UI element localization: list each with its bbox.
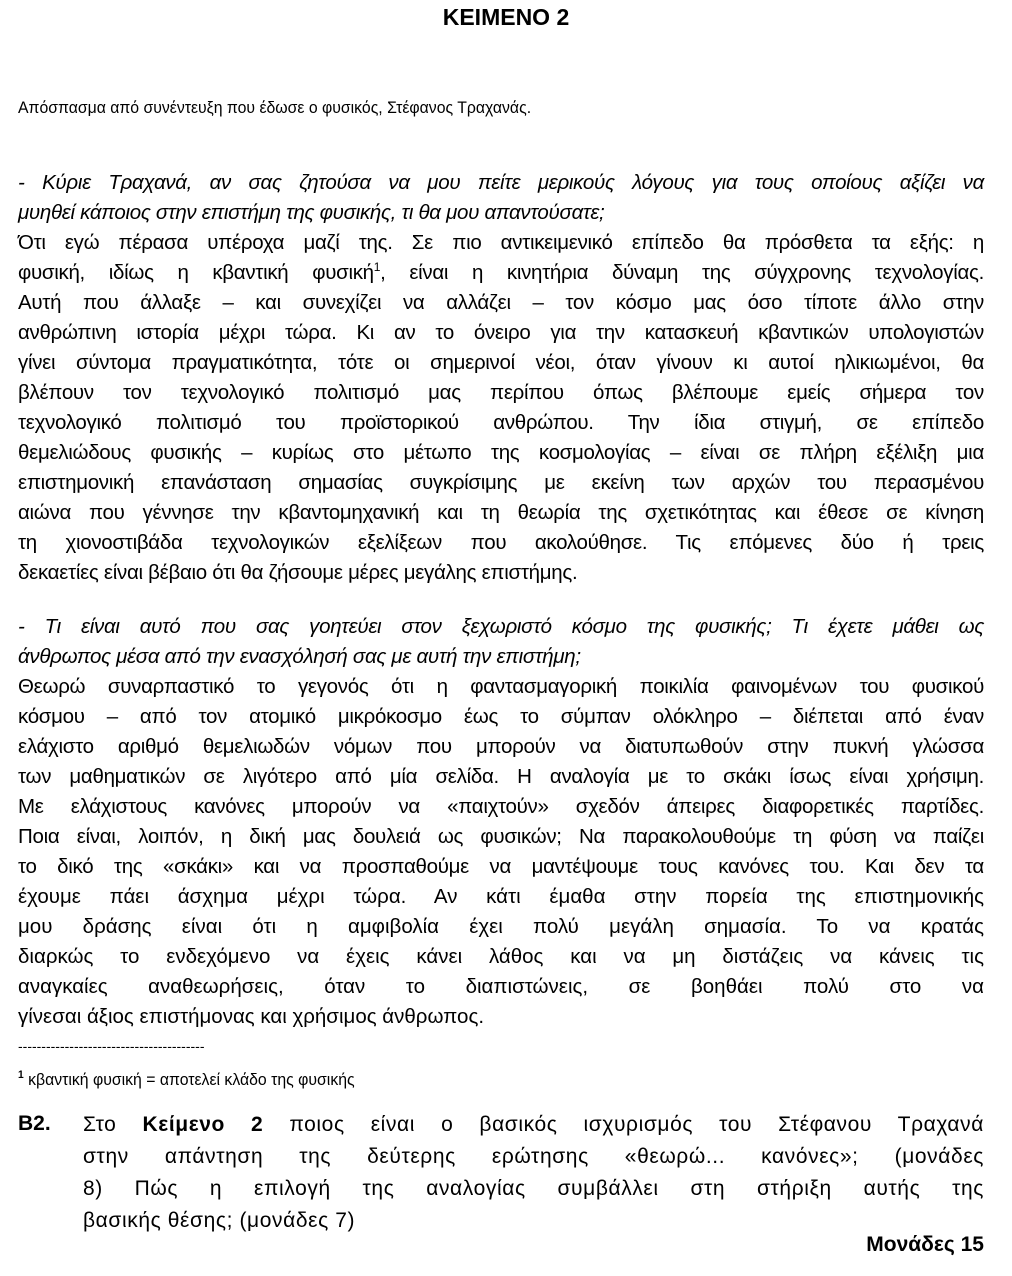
footnote-text: κβαντική φυσική = αποτελεί κλάδο της φυσικής [23, 1070, 355, 1089]
answer2-line: κόσμου – από τον ατομικό μικρόκοσμο έως το σύμπαν ολόκληρο – διέπεται από έναν [18, 705, 984, 728]
exercise-bold-text: Κείμενο 2 [142, 1113, 264, 1136]
intro-text: Απόσπασμα από συνέντευξη που έδωσε ο φυσικός, Στέφανος Τραχανάς. [18, 98, 532, 117]
answer1-text: φυσική, ιδίως η κβαντική φυσική [18, 261, 374, 284]
answer2-line: γίνεσαι άξιος επιστήμονας και χρήσιμος άνθρωπος. [18, 1005, 485, 1028]
question2-line: - Τι είναι αυτό που σας γοητεύει στον ξεχωριστό κόσμο της φυσικής; Τι έχετε μάθει ως [18, 615, 984, 638]
document-title: ΚΕΙΜΕΝΟ 2 [442, 4, 570, 30]
footnote [18, 1070, 355, 1090]
answer2-line: ελάχιστο αριθμό θεμελιωδών νόμων που μπορούν να διατυπωθούν στην πυκνή γλώσσα [18, 735, 984, 758]
answer1-line: θεμελιώδους φυσικής – κυρίως στο μέτωπο της κοσμολογίας – είναι σε πλήρη εξέλιξη μια [18, 441, 984, 464]
answer2-line: Με ελάχιστους κανόνες μπορούν να «παιχτούν» σχεδόν άπειρες διαφορετικές παρτίδες. [18, 795, 984, 818]
answer1-line: ανθρώπινη ιστορία μέχρι τώρα. Κι αν το όνειρο για την κατασκευή κβαντικών υπολογιστών [18, 321, 984, 344]
answer2-line: των μαθηματικών σε λιγότερο από μία σελίδα. Η αναλογία με το σκάκι ίσως είναι χρήσιμη. [18, 765, 984, 788]
answer1-line: αιώνα που γέννησε την κβαντομηχανική και τη θεωρία της σχετικότητας και έθεσε σε κίνηση [18, 501, 984, 524]
question1-line: μυηθεί κάποιος στην επιστήμη της φυσικής, τι θα μου απαντούσατε; [18, 201, 605, 224]
exercise-line: βασικής θέσης; (μονάδες 7) [83, 1209, 356, 1232]
answer1-line: τη χιονοστιβάδα τεχνολογικών εξελίξεων που ακολούθησε. Τις επόμενες δύο ή τρεις [18, 531, 984, 554]
answer2-line: το δικό της «σκάκι» και να προσπαθούμε να μαντέψουμε τους κανόνες του. Και δεν τα [18, 855, 984, 878]
question1-line: - Κύριε Τραχανά, αν σας ζητούσα να μου πείτε μερικούς λόγους για τους οποίους αξίζει να [18, 171, 984, 194]
answer2-line: έχουμε πάει άσχημα μέχρι τώρα. Αν κάτι έμαθα στην πορεία της επιστημονικής [18, 885, 984, 908]
exercise-line: 8) Πώς η επιλογή της αναλογίας συμβάλλει στη στήριξη αυτής της [83, 1177, 984, 1200]
footnote-ref: 1 [373, 260, 381, 274]
exercise-text: Στο [83, 1113, 143, 1136]
answer2-line: μου δράσης είναι ότι η αμφιβολία έχει πολύ μεγάλη σημασία. Το να κρατάς [18, 915, 984, 938]
answer1-line: γίνει σύντομα πραγματικότητα, τότε οι σημερινοί νέοι, όταν γίνουν κι αυτοί ηλικιωμένοι, θα [18, 351, 984, 374]
exercise-line: στην απάντηση της δεύτερης ερώτησης «θεωρώ... κανόνες»; (μονάδες [83, 1145, 984, 1168]
footnote-separator: ---------------------------------------- [18, 1038, 205, 1054]
marks-total: Μονάδες 15 [866, 1233, 984, 1256]
answer1-text: , είναι η κινητήρια δύναμη της σύγχρονης τεχνολογίας. [380, 261, 984, 284]
answer1-line: βλέπουν τον τεχνολογικό πολιτισμό μας περίπου όπως βλέπουμε εμείς σήμερα τον [18, 381, 984, 404]
exercise-text: ποιος είναι ο βασικός ισχυρισμός του Στέφανου Τραχανά [263, 1113, 985, 1136]
exercise-line [83, 1110, 984, 1140]
answer1-line: επιστημονική επανάσταση σημασίας συγκρίσιμης με εκείνη των αρχών του περασμένου [18, 471, 984, 494]
answer1-line: τεχνολογικό πολιτισμό του προϊστορικού ανθρώπου. Την ίδια στιγμή, σε επίπεδο [18, 411, 984, 434]
footnote-marker: 1 [18, 1069, 24, 1081]
question2-line: άνθρωπος μέσα από την ενασχόλησή σας με αυτή την επιστήμη; [18, 645, 581, 668]
answer2-line: Θεωρώ συναρπαστικό το γεγονός ότι η φαντασμαγορική ποικιλία φαινομένων του φυσικού [18, 675, 984, 698]
answer1-line: δεκαετίες είναι βέβαιο ότι θα ζήσουμε μέρες μεγάλης επιστήμης. [18, 561, 578, 584]
answer2-line: αναγκαίες αναθεωρήσεις, όταν το διαπιστώνεις, σε βοηθάει πολύ στο να [18, 975, 984, 998]
answer1-line: Ότι εγώ πέρασα υπέροχα μαζί της. Σε πιο αντικειμενικό επίπεδο θα πρόσθετα τα εξής: η [18, 231, 984, 254]
answer1-line [18, 258, 984, 288]
answer2-line: Ποια είναι, λοιπόν, η δική μας δουλειά ως φυσικών; Να παρακολουθούμε τη φύση να παίζει [18, 825, 984, 848]
exercise-label: Β2. [18, 1112, 51, 1135]
answer1-line: Αυτή που άλλαξε – και συνεχίζει να αλλάζει – τον κόσμο μας όσο τίποτε άλλο στην [18, 291, 984, 314]
answer2-line: διαρκώς το ενδεχόμενο να έχεις κάνει λάθος και να μη διστάζεις να κάνεις τις [18, 945, 984, 968]
